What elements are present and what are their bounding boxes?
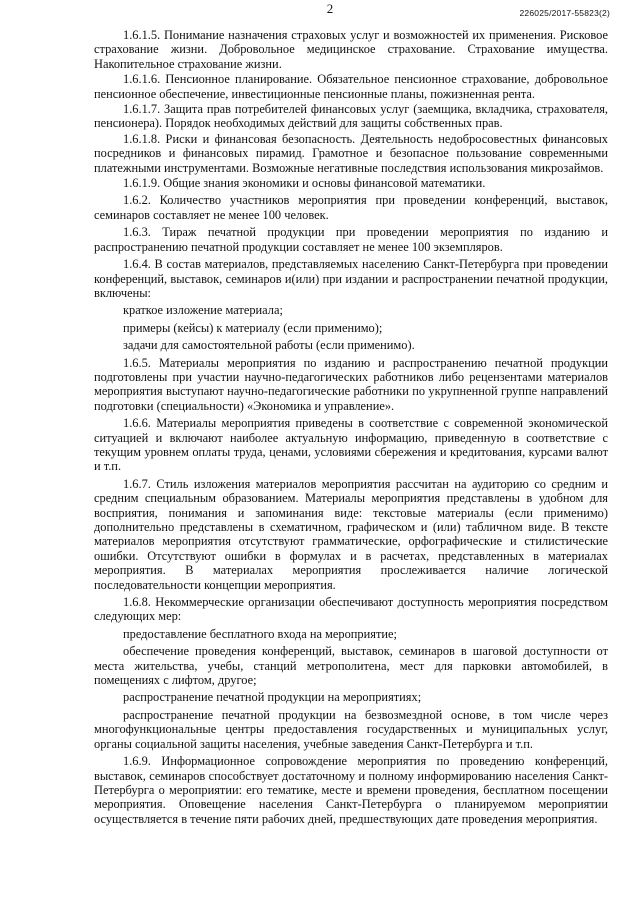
- document-id: 226025/2017-55823(2): [519, 8, 610, 18]
- paragraph-1-6-2: 1.6.2. Количество участников мероприятия при проведении конференций, выставок, семинаров составляет не менее 100 человек.: [94, 193, 608, 222]
- paragraph-1-6-1-8: 1.6.1.8. Риски и финансовая безопасность. Деятельность недобросовестных финансовых посредников и финансовых пирамид. Грамотное и безопасное пользование современными платежными инструментами. Возможные негативные последствия использования микрозаймов.: [94, 131, 608, 175]
- list-item: задачи для самостоятельной работы (если применимо).: [123, 338, 415, 353]
- list-item: краткое изложение материала;: [123, 303, 283, 318]
- paragraph-1-6-6: 1.6.6. Материалы мероприятия приведены в соответствие с современной экономической ситуацией и включают наиболее актуальную информацию, приведенную в соответствие с текущим уровнем оплаты труда, ценами, условиями сбережения и кредитования, курсами валют и т.п.: [94, 416, 608, 474]
- list-item: обеспечение проведения конференций, выставок, семинаров в шаговой доступности от места жительства, учебы, станций метрополитена, мест для парковки автомобилей, в помещениях с лифтом, другое;: [94, 644, 608, 688]
- paragraph-1-6-7: 1.6.7. Стиль изложения материалов мероприятия рассчитан на аудиторию со средним и средним специальным образованием. Материалы мероприятия представлены в удобном для восприятия, понимания и запоминания виде: текстовые материалы (если применимо) дополнительно представлены в схематичном, графическом и (или) табличном виде. В тексте материалов мероприятия отсутствуют грамматические, орфографические и стилистические ошибки. Отсутствуют ошибки в формулах и в расчетах, представленных в материалах мероприятия. В материалах мероприятия прослеживается наличие логической последовательности концепции мероприятия.: [94, 476, 608, 592]
- list-item: предоставление бесплатного входа на мероприятие;: [123, 626, 397, 641]
- list-item: распространение печатной продукции на безвозмездной основе, в том числе через многофункциональные центры предоставления государственных и муниципальных услуг, органы социальной защиты населения, учебные заведения Санкт-Петербурга и т.п.: [94, 707, 608, 751]
- paragraph-1-6-5: 1.6.5. Материалы мероприятия по изданию и распространению печатной продукции подготовлены при участии научно-педагогических работников либо рецензентами материалов мероприятия выступают научно-педагогические работники по укрупненной группе направлений подготовки (специальности) «Экономика и управление».: [94, 355, 608, 413]
- paragraph-1-6-1-6: 1.6.1.6. Пенсионное планирование. Обязательное пенсионное страхование, добровольное пенсионное обеспечение, инвестиционные пенсионные планы, пожизненная рента.: [94, 72, 608, 101]
- paragraph-1-6-1-7: 1.6.1.7. Защита прав потребителей финансовых услуг (заемщика, вкладчика, страхователя, пенсионера). Порядок необходимых действий для защиты собственных прав.: [94, 102, 608, 131]
- list-item: распространение печатной продукции на мероприятиях;: [123, 690, 422, 705]
- list-item: примеры (кейсы) к материалу (если применимо);: [123, 320, 383, 335]
- paragraph-1-6-3: 1.6.3. Тираж печатной продукции при проведении мероприятия по изданию и распространению печатной продукции составляет не менее 100 экземпляров.: [94, 225, 608, 254]
- paragraph-1-6-9: 1.6.9. Информационное сопровождение мероприятия по проведению конференций, выставок, семинаров способствует достаточному и полному информированию населения Санкт-Петербурга о мероприятии: его тематике, месте и времени проведения, бесплатном посещении мероприятия. Оповещение населения Санкт-Петербурга о планируемом мероприятии осуществляется в течение пяти рабочих дней, предшествующих дате проведения мероприятия.: [94, 754, 608, 826]
- page-number: 2: [326, 1, 334, 16]
- paragraph-1-6-1-9: 1.6.1.9. Общие знания экономики и основы финансовой математики.: [123, 176, 486, 191]
- document-body: [94, 28, 608, 829]
- paragraph-1-6-4: 1.6.4. В состав материалов, представляемых населению Санкт-Петербурга при проведении конференций, выставок, семинаров и(или) при издании и распространении печатной продукции, включены:: [94, 257, 608, 300]
- paragraph-1-6-1-5: 1.6.1.5. Понимание назначения страховых услуг и возможностей их применения. Рисковое страхование жизни. Добровольное медицинское страхование. Страхование имущества. Накопительное страхование жизни.: [94, 28, 608, 71]
- paragraph-1-6-8: 1.6.8. Некоммерческие организации обеспечивают доступность мероприятия посредством следующих мер:: [94, 595, 608, 624]
